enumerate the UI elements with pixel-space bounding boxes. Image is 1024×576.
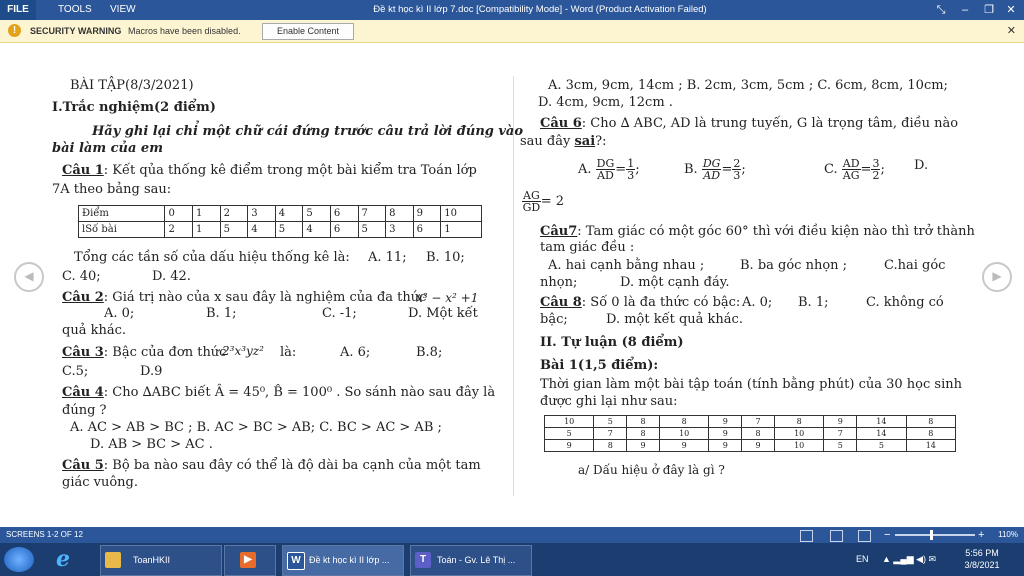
numerator: AG [523,189,540,202]
table-cell: 2 [220,206,248,222]
table-cell: 5 [358,222,386,238]
table-cell: 9 [709,440,742,452]
table-cell: 8 [627,428,660,440]
question-2 [62,290,426,306]
fraction [842,158,861,181]
q2-text: : Giá trị nào của x sau đây là nghiệm của đa thức [103,290,427,305]
table-cell: 9 [413,206,441,222]
question-3 [62,345,226,361]
table-cell: 7 [742,416,775,428]
taskbar-item-label: ToanHKII [133,555,171,565]
taskbar-item-media[interactable] [224,545,276,576]
doc-heading: BÀI TẬP(8/3/2021) [70,78,194,93]
table-cell: 5 [594,416,627,428]
q5-options: A. 3cm, 9cm, 14cm ; B. 2cm, 3cm, 5cm ; C. 6cm, 8cm, 10cm; [548,78,948,93]
q6-option-d: D. [914,158,929,173]
q6-a-label: A. [578,162,592,177]
numerator: 2 [733,157,741,170]
maximize-icon[interactable]: ❐ [984,4,994,16]
table-cell: 9 [742,440,775,452]
q3-la: là: [280,345,297,360]
q4-label: Câu 4 [62,385,104,400]
q5-label: Câu 5 [62,458,104,473]
table-cell: 5 [275,222,303,238]
q2-option-d: D. Một kết [408,306,478,321]
q4-option-d: D. AB > BC > AC . [90,437,213,452]
time-table [544,415,956,452]
folder-icon [105,552,121,568]
table-cell: 1 [193,222,221,238]
q4-text-2: đúng ? [62,403,107,418]
denominator: AG [842,169,860,182]
q6-d-value: = 2 [540,194,565,209]
numerator: DG [702,157,721,170]
table-cell: 10 [775,440,824,452]
taskbar-item-teams[interactable] [410,545,532,576]
fraction [596,158,616,181]
q3-option-a: A. 6; [340,345,371,360]
q1-text: : Kết qủa thống kê điểm trong một bài kiểm tra Toán lớp [103,163,477,178]
question-7 [540,224,975,240]
table-cell: 8 [775,416,824,428]
q3-option-d: D.9 [140,364,163,379]
question-4 [62,385,495,401]
table-cell: 1 [441,222,482,238]
read-mode-icon[interactable] [800,530,813,542]
q7-option-b: B. ba góc nhọn ; [740,258,848,273]
table-cell: 1 [193,206,221,222]
table-cell: 10 [441,206,482,222]
clock[interactable] [960,547,1004,571]
q3-option-c: C.5; [62,364,89,379]
q2-polynomial: x³ − x² +1 [416,291,479,305]
table-cell: 3 [248,206,276,222]
close-icon[interactable]: ✕ [1006,25,1016,37]
word-icon: W [287,552,305,570]
fraction [522,190,541,213]
table-cell: 7 [358,206,386,222]
table-cell: 6 [413,222,441,238]
question-1 [62,163,477,179]
question-8 [540,295,740,311]
numerator: DG [596,157,615,170]
q6-text-2a: sau đây [520,134,575,149]
q7-option-c-2: nhọn; [540,275,578,290]
table-cell: 14 [906,440,955,452]
security-warning-title: SECURITY WARNING [30,26,122,36]
web-layout-icon[interactable] [858,530,871,542]
denominator: GD [522,201,541,214]
tools-menu[interactable]: TOOLS [58,4,92,15]
q6-text-2b: ?: [595,134,607,149]
table-cell: 5 [220,222,248,238]
table-cell: 9 [709,416,742,428]
q1-option-c: C. 40; [62,269,101,284]
restore-layout-icon[interactable]: ⤡ [936,4,946,16]
view-menu[interactable]: VIEW [110,4,136,15]
instruction-line-2: bài làm của em [52,141,163,156]
q6-option-a: A. $\frac{DG}{AD}$ = $\frac{1}{3}$ ; [578,157,640,182]
table-cell: 8 [386,206,414,222]
table-cell: 8 [742,428,775,440]
window-title: Đề kt học kì II lớp 7.doc [Compatibility Mode] - Word (Product Activation Failed) [373,4,707,15]
taskbar [0,543,1024,576]
table-cell: 10 [545,416,594,428]
fraction [732,158,741,181]
zoom-slider[interactable] [895,534,975,536]
close-window-icon[interactable]: ✕ [1006,4,1016,16]
clock-time: 5:56 PM [965,548,999,558]
table-cell: 6 [330,206,358,222]
table-cell: 14 [857,428,906,440]
table-cell: 9 [660,440,709,452]
bai-1-title: Bài 1(1,5 điểm): [540,358,659,373]
table-row [79,206,482,222]
table-cell: 10 [775,428,824,440]
tray-icons[interactable]: ▲ ▂▄▆ ◀) ✉ [882,554,937,564]
table-cell: 5 [857,440,906,452]
denominator: AD [597,169,614,182]
q8-text: : Số 0 là đa thức có bậc: [581,295,741,310]
table-cell: 10 [660,428,709,440]
q1-label: Câu 1 [62,163,104,178]
q1-text-2: 7A theo bảng sau: [52,182,172,197]
q4-text: : Cho ∆ABC biết Â = 45⁰, B̂ = 100⁰ . So sánh nào sau đây là [103,385,496,400]
q6-option-d-expr [522,190,564,213]
q6-text: : Cho ∆ ABC, AD là trung tuyến, G là trọng tâm, điều nào [581,116,959,131]
q7-option-c: C.hai góc [884,258,946,273]
table-cell: 9 [709,428,742,440]
q7-text: : Tam giác có một góc 60° thì với điều kiện nào thì trở thành [577,224,975,239]
nav-next-icon[interactable]: ▶ [982,262,1012,292]
q2-option-c: C. -1; [322,306,357,321]
taskbar-item-word[interactable] [282,545,404,576]
table-cell: 5 [545,428,594,440]
q3-label: Câu 3 [62,345,104,360]
table-cell: 8 [594,440,627,452]
q7-option-d: D. một cạnh đáy. [620,275,730,290]
table-cell: 8 [627,416,660,428]
table-row [79,222,482,238]
instruction-line-1: Hãy ghi lại chỉ một chữ cái đứng trước câu trả lời đúng vào [92,124,524,139]
teams-icon: T [415,552,431,568]
numerator: AD [842,157,860,170]
q7-label: Câu7 [540,224,578,239]
score-table [78,205,482,238]
page-counter[interactable]: SCREENS 1-2 OF 12 [6,530,83,539]
q6-sai: sai [574,134,596,149]
table-cell: 8 [906,416,955,428]
bai-1-question-a: a/ Dấu hiệu ở đây là gì ? [578,463,725,477]
fraction [871,158,880,181]
q3-option-b: B.8; [416,345,443,360]
denominator: 3 [627,169,635,182]
q4-options: A. AC > AB > BC ; B. AC > BC > AB; C. BC > AC > AB ; [70,420,442,435]
denominator: 3 [733,169,741,182]
q8-option-b: B. 1; [798,295,829,310]
bai-1-text-2: được ghi lại như sau: [540,394,678,409]
q3-text: : Bậc của đơn thức [103,345,227,360]
table-row [545,440,956,452]
start-button[interactable] [4,547,34,572]
q6-option-c: C. $\frac{AD}{AG}$ = $\frac{3}{2}$ ; [824,157,885,182]
taskbar-item-label: Toán - Gv. Lê Thị ... [437,555,516,565]
section-2-title: II. Tự luận (8 điểm) [540,335,684,350]
minimize-icon[interactable]: – [961,4,969,16]
q5-text-2: giác vuông. [62,475,139,490]
q5-option-d: D. 4cm, 9cm, 12cm . [538,95,673,110]
warning-icon: ! [8,24,21,37]
table-cell: 4 [303,222,331,238]
table-cell: Điểm [79,206,165,222]
nav-prev-icon[interactable]: ◀ [14,262,44,292]
q8-option-c: C. không có [866,295,944,310]
table-cell: 9 [627,440,660,452]
q7-option-a: A. hai cạnh bằng nhau ; [548,258,705,273]
table-cell: 8 [906,428,955,440]
q2-option-b: B. 1; [206,306,237,321]
numerator: 3 [872,157,880,170]
table-cell: 5 [303,206,331,222]
q6-label: Câu 6 [540,116,582,131]
q1-ask: Tổng các tần số của dấu hiệu thống kê là: [74,250,350,265]
fraction [626,158,635,181]
table-cell: 3 [386,222,414,238]
table-cell: 2 [165,222,193,238]
table-cell: 7 [824,428,857,440]
denominator: 2 [872,169,880,182]
table-cell: 4 [248,222,276,238]
q3-monomial: 2³x³yz² [222,344,264,358]
zoom-in-button[interactable]: + [978,529,985,541]
q1-option-a: A. 11; [368,250,407,265]
q2-label: Câu 2 [62,290,104,305]
q8-option-a: A. 0; [742,295,773,310]
table-cell: 14 [857,416,906,428]
q5-text: : Bộ ba nào sau đây có thể là độ dài ba cạnh của một tam [103,458,481,473]
media-icon: ▶ [240,552,256,568]
table-cell: 8 [660,416,709,428]
print-layout-icon[interactable] [830,530,843,542]
q8-option-d: D. một kết quả khác. [606,312,743,327]
table-row [545,416,956,428]
zoom-slider-thumb[interactable] [930,530,933,540]
table-row [545,428,956,440]
title-bar [0,0,1024,20]
fraction [702,158,722,181]
file-menu[interactable]: FILE [0,0,36,20]
q2-option-a: A. 0; [104,306,135,321]
table-cell: 5 [824,440,857,452]
q6-option-b: B. $\frac{DG}{AD}$ = $\frac{2}{3}$ ; [684,157,746,182]
denominator: AD [703,169,721,182]
table-cell: lSố bài [79,222,165,238]
table-cell: 7 [594,428,627,440]
q8-option-c-2: bậc; [540,312,568,327]
language-indicator[interactable]: EN [856,554,869,564]
security-warning-bar [0,20,1024,43]
table-cell: 9 [824,416,857,428]
q7-text-2: tam giác đều : [540,240,635,255]
table-cell: 4 [275,206,303,222]
security-warning-message: Macros have been disabled. [128,26,241,36]
question-6 [540,116,958,132]
enable-content-button[interactable]: Enable Content [262,23,354,40]
numerator: 1 [627,157,635,170]
status-bar [0,527,1024,543]
q8-label: Câu 8 [540,295,582,310]
table-cell: 0 [165,206,193,222]
q6-text-2 [520,134,607,150]
table-cell: 9 [545,440,594,452]
q6-b-label: B. [684,162,698,177]
section-1-title: I.Trắc nghiệm(2 điểm) [52,100,216,115]
taskbar-item-label: Đề kt học kì II lớp ... [309,555,390,565]
zoom-level[interactable]: 110% [998,530,1018,539]
bai-1-text: Thời gian làm một bài tập toán (tính bằng phút) của 30 học sinh [540,377,962,392]
table-cell: 6 [330,222,358,238]
q2-option-d-2: quả khác. [62,323,126,338]
zoom-out-button[interactable]: − [884,529,891,541]
taskbar-item-folder[interactable] [100,545,222,576]
ie-icon[interactable]: e [56,546,70,572]
q1-option-b: B. 10; [426,250,465,265]
q6-c-label: C. [824,162,838,177]
question-5 [62,458,481,474]
clock-date: 3/8/2021 [964,560,1000,570]
q1-option-d: D. 42. [152,269,191,284]
